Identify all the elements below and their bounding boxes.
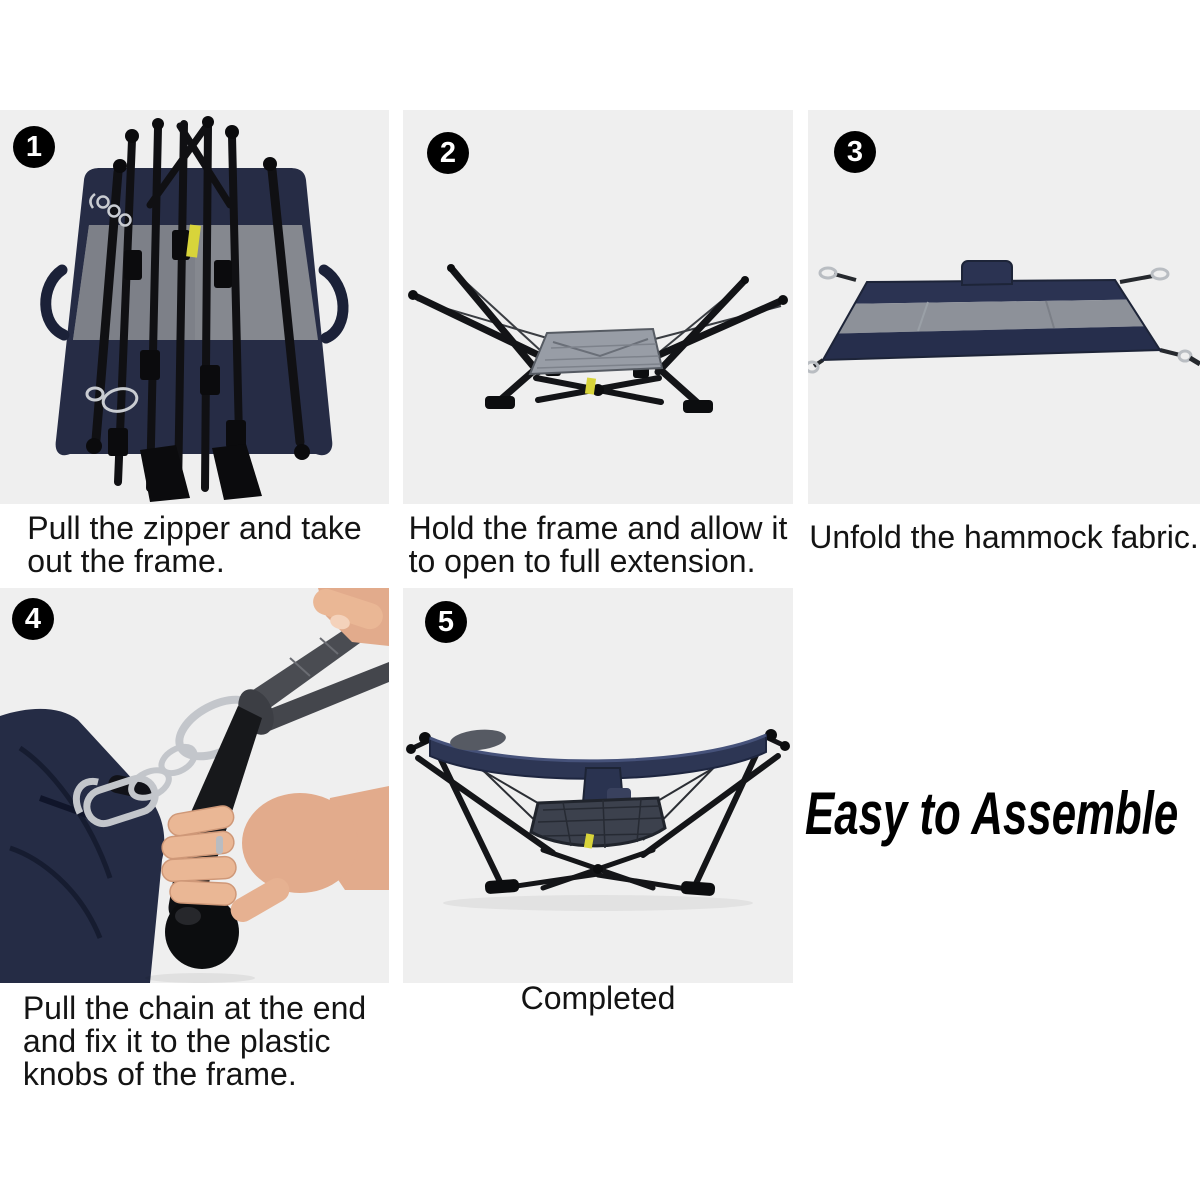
storage-mesh-bag xyxy=(531,798,665,848)
caption-line: to open to full extension. xyxy=(408,543,756,579)
step-number: 4 xyxy=(24,602,42,635)
step-4-caption xyxy=(0,992,389,1091)
center-mesh xyxy=(530,329,662,374)
step-number: 5 xyxy=(437,605,455,638)
step-number: 3 xyxy=(846,135,864,168)
completed-hammock-illustration xyxy=(403,588,793,983)
step-3-badge xyxy=(834,131,876,173)
step-5-panel xyxy=(403,588,793,983)
carry-bag-pocket-flap xyxy=(962,261,1012,285)
step-2-caption xyxy=(403,512,793,578)
step-5-badge xyxy=(425,601,467,643)
easy-to-assemble-tagline: Easy to Assemble xyxy=(805,780,1179,847)
step-number: 1 xyxy=(25,130,43,163)
caption-line: Hold the frame and allow it xyxy=(408,510,788,546)
step-3-panel xyxy=(808,110,1200,504)
caption-line: knobs of the frame. xyxy=(22,1056,297,1092)
finger-ring xyxy=(216,836,223,854)
step-5-caption xyxy=(403,982,793,1015)
caption-line: Pull the chain at the end xyxy=(22,990,367,1026)
pulling-fingers xyxy=(310,588,389,646)
caption-line: Pull the zipper and take xyxy=(27,510,362,546)
step-number: 2 xyxy=(439,136,457,169)
step-1-caption xyxy=(0,512,389,578)
chain-attachment-photo xyxy=(0,588,389,983)
step-1-badge xyxy=(13,126,55,168)
step-3-caption xyxy=(808,521,1200,554)
caption-line: out the frame. xyxy=(27,543,225,579)
caption-line: and fix it to the plastic xyxy=(22,1023,331,1059)
hammock-fabric-corner xyxy=(0,709,164,983)
step-4-badge xyxy=(12,598,54,640)
step-2-badge xyxy=(427,132,469,174)
opened-frame-illustration xyxy=(403,110,793,504)
step-4-panel xyxy=(0,588,389,983)
caption-line: Unfold the hammock fabric. xyxy=(809,519,1199,555)
step-1-panel xyxy=(0,110,389,504)
hammock-fabric xyxy=(823,280,1160,360)
step-2-panel xyxy=(403,110,793,504)
folded-hammock-in-bag-illustration xyxy=(0,110,389,504)
ground-shadow xyxy=(443,895,753,911)
caption-line: Completed xyxy=(520,980,676,1016)
